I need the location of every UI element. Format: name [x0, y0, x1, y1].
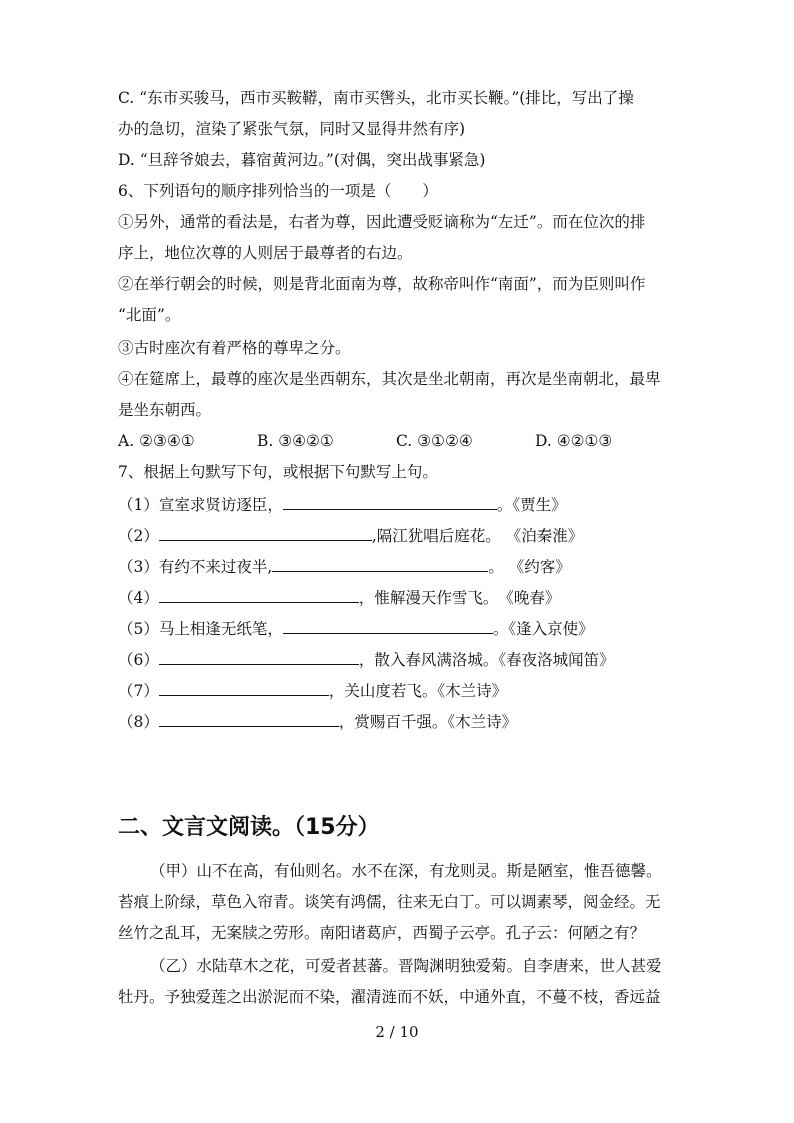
q5-option-c-line2: 办的急切，渲染了紧张气氛，同时又显得井然有序) [118, 120, 466, 138]
q7-item-given-text: 有约不来过夜半, [158, 558, 273, 576]
passage-jia-line2: 苔痕上阶绿，草色入帘青。谈笑有鸿儒，往来无白丁。可以调素琴，阅金经。无 [118, 893, 661, 911]
answer-blank[interactable] [159, 711, 339, 727]
q7-item-given-text: 。 《约客》 [488, 558, 571, 576]
q6-sentence-1-line2: 序上，地位次尊的人则居于最尊者的右边。 [118, 244, 413, 262]
passage-yi-line2: 牡丹。予独爱莲之出淤泥而不染，濯清涟而不妖，中通外直，不蔓不枝，香远益 [118, 988, 661, 1006]
q5-option-c-line1: C. “东市买骏马，西市买鞍鞯，南市买辔头，北市买长鞭。”(排比，写出了操 [118, 89, 634, 107]
q7-item-4 [118, 587, 560, 608]
q7-item-given-text: 。《贾生》 [496, 496, 567, 514]
answer-blank[interactable] [283, 494, 497, 510]
q7-item-number: （1） [118, 496, 159, 514]
passage-jia-line1: （甲）山不在高，有仙则名。水不在深，有龙则灵。斯是陋室，惟吾德馨。 [150, 862, 662, 880]
q7-item-number: （8） [118, 713, 159, 731]
q6-sentence-2-line2: “北面”。 [118, 306, 181, 324]
q7-item-given-text: 宣室求贤访逐臣， [158, 496, 283, 514]
q7-item-number: （6） [118, 651, 159, 669]
q7-item-given-text: ，散入春风满洛城。《春夜洛城闻笛》 [358, 651, 615, 669]
q6-sentence-4-line1: ④在筵席上，最尊的座次是坐西朝东，其次是坐北朝南，再次是坐南朝北，最卑 [118, 370, 661, 388]
q6-option-c: C. ③①②④ [396, 432, 473, 450]
answer-blank[interactable] [159, 587, 359, 603]
answer-blank[interactable] [159, 649, 359, 665]
q6-option-a: A. ②③④① [118, 432, 195, 450]
q7-item-6 [118, 649, 615, 670]
q5-option-d: D. “旦辞爷娘去，暮宿黄河边。”(对偶，突出战事紧急) [118, 151, 486, 169]
q7-item-number: （7） [118, 682, 159, 700]
q6-sentence-1-line1: ①另外，通常的看法是，右者为尊，因此遭受贬谪称为“左迁”。而在位次的排 [118, 213, 646, 231]
q6-sentence-3: ③古时座次有着严格的尊卑之分。 [118, 339, 351, 357]
passage-yi-line1: （乙）水陆草木之花，可爱者甚蕃。晋陶渊明独爱菊。自李唐来，世人甚爱 [150, 957, 662, 975]
q7-item-given-text: ，惟解漫天作雪飞。 《晚春》 [358, 589, 561, 607]
q6-sentence-4-line2: 是坐东朝西。 [118, 401, 212, 419]
q7-item-given-text: ,隔江犹唱后庭花。 《泊秦淮》 [371, 527, 584, 545]
q7-item-number: （3） [118, 558, 159, 576]
q6-option-d: D. ④②①③ [535, 432, 613, 450]
passage-jia-line3: 丝竹之乱耳，无案牍之劳形。南阳诸葛庐，西蜀子云亭。孔子云：何陋之有？ [118, 924, 646, 942]
answer-blank[interactable] [283, 618, 493, 634]
q7-item-5 [118, 618, 594, 639]
q7-item-given-text: ，赏赐百千强。《木兰诗》 [338, 713, 518, 731]
q7-stem: 7、根据上句默写下句，或根据下句默写上句。 [118, 463, 438, 481]
q7-item-number: （2） [118, 527, 159, 545]
q7-item-1 [118, 494, 567, 515]
page-number: 2 / 10 [375, 1023, 419, 1041]
q7-item-7 [118, 680, 507, 701]
answer-blank[interactable] [272, 556, 488, 572]
q6-sentence-2-line1: ②在举行朝会的时候，则是背北面南为尊，故称帝叫作“南面”，而为臣则叫作 [118, 275, 646, 293]
q6-stem: 6、下列语句的顺序排列恰当的一项是（ ） [118, 182, 438, 200]
q7-item-given-text: 马上相逢无纸笔， [158, 620, 283, 638]
q7-item-2 [118, 525, 583, 546]
q7-item-given-text: ，关山度若飞。《木兰诗》 [328, 682, 508, 700]
answer-blank[interactable] [159, 680, 329, 696]
q7-item-given-text: 。《逢入京使》 [492, 620, 594, 638]
q7-item-number: （5） [118, 620, 159, 638]
q7-item-number: （4） [118, 589, 159, 607]
q7-item-8 [118, 711, 517, 732]
section-heading: 二、文言文阅读。（15分） [118, 815, 380, 840]
q7-item-3 [118, 556, 571, 577]
answer-blank[interactable] [159, 525, 372, 541]
q6-option-b: B. ③④②① [257, 432, 334, 450]
